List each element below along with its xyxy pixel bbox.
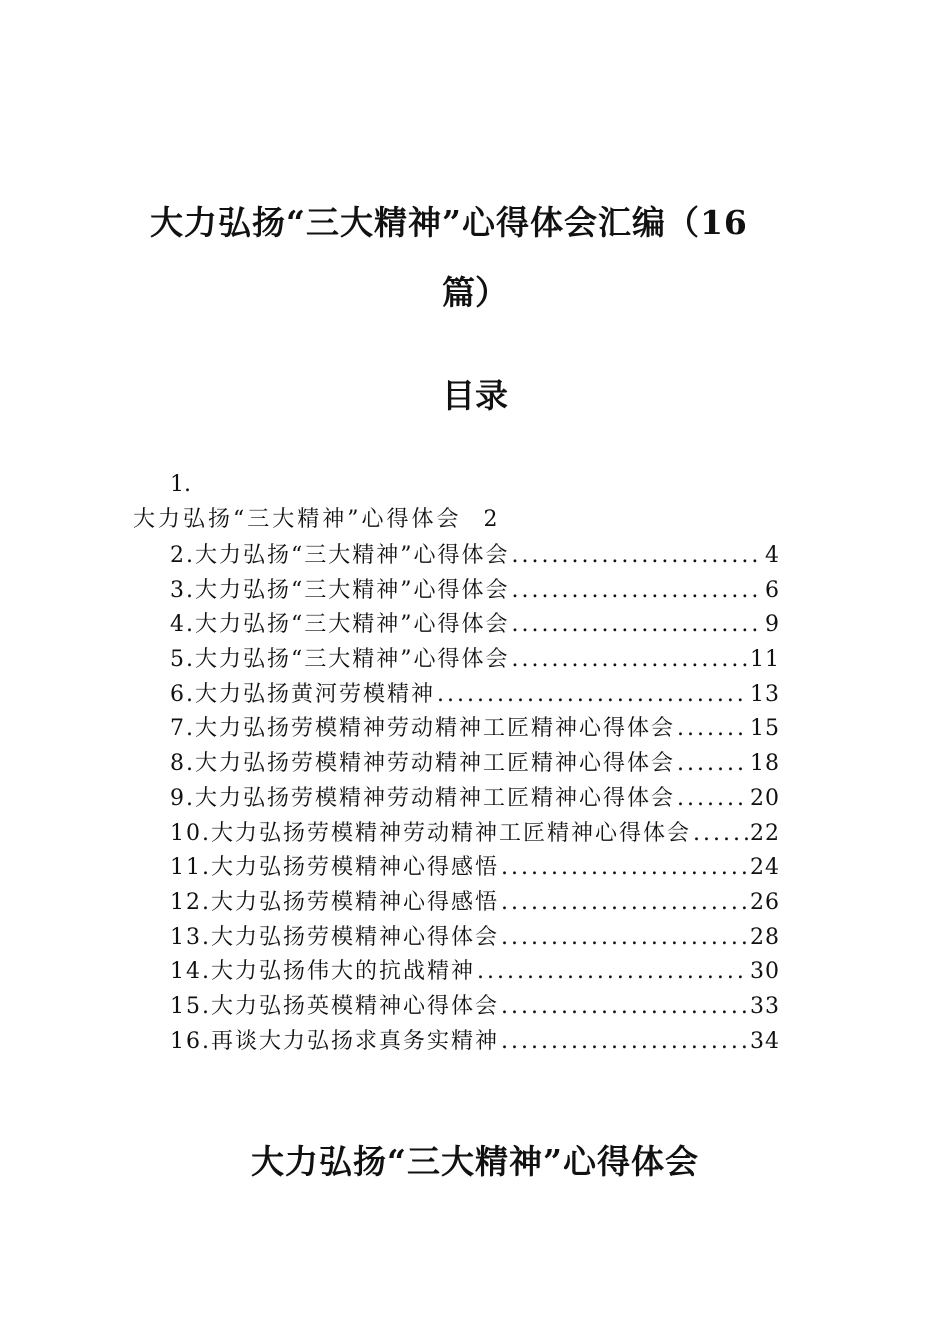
toc-leader-dots [501, 921, 748, 956]
toc-item[interactable] [170, 574, 780, 609]
toc-item-text: 再谈大力弘扬求真务实精神 [211, 1028, 500, 1054]
toc-item-text: 大力弘扬劳模精神心得体会 [211, 924, 500, 950]
toc-item-text: 大力弘扬劳模精神劳动精神工匠精神心得体会 [211, 820, 692, 846]
toc-leader-dots [512, 643, 749, 678]
toc-leader-dots [477, 955, 748, 990]
toc-item[interactable] [170, 608, 780, 643]
toc-item-page: 20 [750, 785, 780, 811]
toc-item-text: 大力弘扬“三大精神”心得体会 [195, 577, 510, 603]
toc-item-text: 大力弘扬英模精神心得体会 [211, 993, 500, 1019]
toc-item[interactable] [170, 782, 780, 817]
toc-item-text: 大力弘扬黄河劳模精神 [195, 681, 436, 707]
document-title-line-2: 篇） [442, 273, 508, 312]
toc-item-text: 大力弘扬“三大精神”心得体会 [195, 612, 510, 638]
toc-item-number: 3. [170, 577, 195, 603]
toc-item-text: 大力弘扬“三大精神”心得体会 [195, 543, 510, 568]
toc-item-text: 大力弘扬劳模精神劳动精神工匠精神心得体会 [195, 716, 676, 742]
toc-item-number: 8. [170, 751, 195, 777]
toc-item-text: 大力弘扬劳模精神心得感悟 [211, 855, 500, 881]
toc-item-page: 22 [750, 820, 780, 846]
toc-leader-dots [512, 574, 764, 609]
toc-heading: 目录 [442, 376, 508, 415]
toc-item-number: 13. [170, 924, 211, 950]
toc-item-number: 16. [170, 1028, 211, 1054]
toc-item-page: 4 [765, 543, 780, 568]
toc-item[interactable] [170, 643, 780, 678]
toc-leader-dots [677, 782, 748, 817]
toc-item[interactable] [170, 1025, 780, 1060]
toc-item-page: 13 [750, 681, 780, 707]
toc-item[interactable] [170, 678, 780, 713]
toc-item-page: 6 [765, 577, 780, 603]
toc-item-text: 大力弘扬伟大的抗战精神 [211, 959, 476, 985]
toc-list [170, 539, 780, 1059]
toc-item-number: 12. [170, 889, 211, 915]
toc-leader-dots [501, 990, 748, 1025]
toc-item-text: 大力弘扬劳模精神劳动精神工匠精神心得体会 [195, 785, 676, 811]
toc-item-page: 30 [750, 959, 780, 985]
toc-item-1[interactable] [133, 505, 501, 535]
toc-leader-dots [677, 712, 748, 747]
toc-item-page: 18 [750, 751, 780, 777]
toc-item[interactable] [170, 955, 780, 990]
toc-item-text: 大力弘扬劳模精神心得感悟 [211, 889, 500, 915]
toc-item-page: 28 [750, 924, 780, 950]
toc-item-number: 9. [170, 785, 195, 811]
toc-leader-dots [501, 886, 748, 921]
toc-item-page: 34 [750, 1028, 780, 1054]
toc-item-text: 大力弘扬“三大精神”心得体会 [195, 647, 510, 673]
toc-item-page: 9 [765, 612, 780, 638]
toc-item-number: 14. [170, 959, 211, 985]
toc-leader-dots [693, 817, 748, 852]
toc-leader-dots [437, 678, 748, 713]
toc-item-page: 33 [750, 993, 780, 1019]
toc-item-number: 4. [170, 612, 195, 638]
toc-item-number: 5. [170, 647, 195, 673]
toc-item-number: 15. [170, 993, 211, 1019]
section-title: 大力弘扬“三大精神”心得体会 [251, 1142, 699, 1181]
toc-leader-dots [677, 747, 748, 782]
toc-item[interactable] [170, 539, 780, 574]
toc-item-page: 24 [750, 855, 780, 881]
toc-item-1-number[interactable]: 1. [170, 472, 191, 497]
toc-item-page: 11 [750, 647, 780, 673]
document-title-line-1: 大力弘扬“三大精神”心得体会汇编（16 [150, 203, 748, 242]
toc-item-number: 11. [170, 855, 211, 881]
toc-item[interactable] [170, 712, 780, 747]
toc-item[interactable] [170, 990, 780, 1025]
toc-item[interactable] [170, 921, 780, 956]
toc-leader-dots [512, 608, 764, 643]
toc-item-page: 26 [750, 889, 780, 915]
toc-item[interactable] [170, 886, 780, 921]
toc-item-1-text: 大力弘扬“三大精神”心得体会 [133, 507, 462, 532]
toc-item[interactable] [170, 851, 780, 886]
toc-item-number: 2. [170, 543, 195, 568]
toc-item-text: 大力弘扬劳模精神劳动精神工匠精神心得体会 [195, 751, 676, 777]
toc-item-number: 7. [170, 716, 195, 742]
toc-item[interactable] [170, 817, 780, 852]
toc-item-1-page: 2 [483, 507, 501, 532]
toc-leader-dots [501, 1025, 748, 1060]
toc-item-number: 6. [170, 681, 195, 707]
toc-item-number: 10. [170, 820, 211, 846]
toc-leader-dots [501, 851, 748, 886]
toc-item-page: 15 [750, 716, 780, 742]
toc-leader-dots [512, 539, 764, 574]
toc-item[interactable] [170, 747, 780, 782]
